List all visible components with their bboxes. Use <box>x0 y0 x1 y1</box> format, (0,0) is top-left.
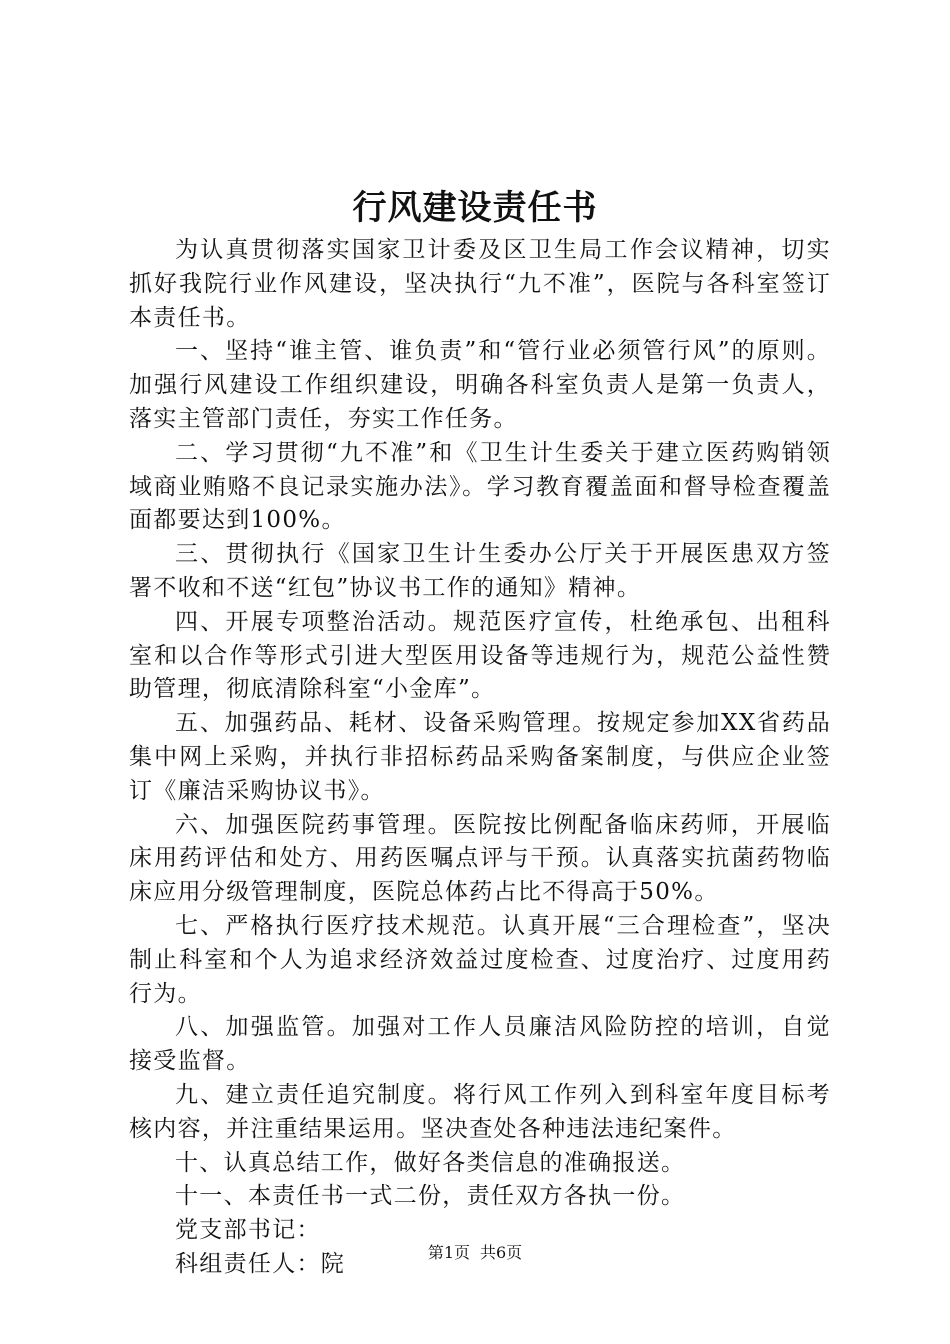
document-body <box>129 234 831 1282</box>
paragraph-item-11: 十一、本责任书一式二份，责任双方各执一份。 <box>175 1183 686 1210</box>
paragraph-item-10: 十、认真总结工作，做好各类信息的准确报送。 <box>175 1149 686 1176</box>
page-footer <box>0 1243 950 1263</box>
paragraph-intro: 为认真贯彻落实国家卫计委及区卫生局工作会议精神，切实抓好我院行业作风建设，坚决执行“九不准”，医院与各科室签订本责任书。 <box>129 237 831 331</box>
paragraph-item-5: 五、加强药品、耗材、设备采购管理。按规定参加XX省药品集中网上采购，并执行非招标药品采购备案制度，与供应企业签订《廉洁采购协议书》。 <box>129 710 831 804</box>
document-title: 行风建设责任书 <box>352 188 598 228</box>
page-total: 共6页 <box>480 1243 523 1262</box>
page-number: 第1页 <box>427 1243 470 1262</box>
paragraph-item-6: 六、加强医院药事管理。医院按比例配备临床药师，开展临床用药评估和处方、用药医嘱点评与干预。认真落实抗菌药物临床应用分级管理制度，医院总体药占比不得高于50%。 <box>129 811 831 906</box>
paragraph-item-9: 九、建立责任追究制度。将行风工作列入到科室年度目标考核内容，并注重结果运用。坚决查处各种违法违纪案件。 <box>129 1081 831 1142</box>
paragraph-item-2: 二、学习贯彻“九不准”和《卫生计生委关于建立医药购销领域商业贿赂不良记录实施办法》。学习教育覆盖面和督导检查覆盖面都要达到100%。 <box>129 439 831 534</box>
paragraph-item-8: 八、加强监管。加强对工作人员廉洁风险防控的培训，自觉接受监督。 <box>129 1014 831 1075</box>
signature-section-head: 科组责任人：院 <box>175 1250 346 1277</box>
paragraph-item-7: 七、严格执行医疗技术规范。认真开展“三合理检查”，坚决制止科室和个人为追求经济效益过度检查、过度治疗、过度用药行为。 <box>129 912 831 1007</box>
paragraph-item-4: 四、开展专项整治活动。规范医疗宣传，杜绝承包、出租科室和以合作等形式引进大型医用设备等违规行为，规范公益性赞助管理，彻底清除科室“小金库”。 <box>129 608 831 703</box>
paragraph-item-3: 三、贯彻执行《国家卫生计生委办公厅关于开展医患双方签署不收和不送“红包”协议书工作的通知》精神。 <box>129 541 831 601</box>
paragraph-item-1: 一、坚持“谁主管、谁负责”和“管行业必须管行风”的原则。加强行风建设工作组织建设，明确各科室负责人是第一负责人，落实主管部门责任，夯实工作任务。 <box>129 338 831 432</box>
signature-party-secretary: 党支部书记： <box>175 1217 321 1244</box>
